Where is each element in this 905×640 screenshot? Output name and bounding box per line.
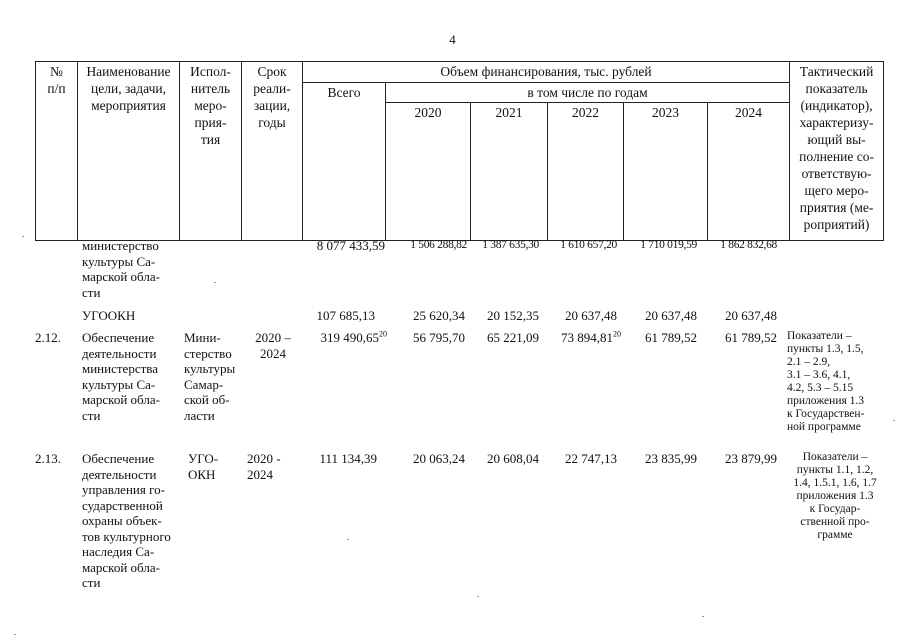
row-total: 107 685,13 bbox=[316, 308, 375, 323]
row-year-2020: 1 506 288,82 bbox=[410, 239, 467, 251]
footnote-mark: 20 bbox=[613, 329, 621, 339]
header-name: Наименование цели, задачи, мероприятия bbox=[78, 62, 180, 241]
row-period: 2020 – 2024 bbox=[255, 330, 291, 361]
header-year: 2024 bbox=[708, 103, 790, 241]
header-executor: Испол- нитель меро- прия- тия bbox=[180, 62, 242, 241]
row-year-2022: 73 894,81$^{20}$ bbox=[561, 329, 621, 345]
scan-speck bbox=[477, 596, 479, 597]
scan-speck bbox=[22, 236, 24, 237]
row-year-2024: 23 879,99 bbox=[725, 451, 777, 466]
row-year-2024: 20 637,48 bbox=[725, 308, 777, 323]
page-number: 4 bbox=[449, 32, 456, 47]
row-year-2023: 1 710 019,59 bbox=[640, 239, 697, 251]
row-year-2020: 56 795,70 bbox=[413, 330, 465, 345]
row-num: 2.12. bbox=[35, 330, 61, 345]
row-name: министерство культуры Са- марской обла- сти bbox=[82, 238, 160, 300]
table-row bbox=[35, 238, 883, 308]
header-total: Всего bbox=[303, 83, 386, 241]
header-period: Срок реали- зации, годы bbox=[242, 62, 303, 241]
header-year: 2023 bbox=[624, 103, 708, 241]
header-funding: Объем финансирования, тыс. рублей bbox=[303, 62, 790, 83]
header-by-years: в том числе по годам bbox=[386, 83, 790, 103]
row-year-2022: 1 610 657,20 bbox=[560, 239, 617, 251]
table-header bbox=[35, 61, 884, 241]
header-year: 2020 bbox=[386, 103, 471, 241]
row-year-2022: 22 747,13 bbox=[565, 451, 617, 466]
header-year: 2022 bbox=[548, 103, 624, 241]
row-executor: УГО- ОКН bbox=[188, 451, 219, 482]
row-year-2020: 20 063,24 bbox=[413, 451, 465, 466]
row-year-2021: 65 221,09 bbox=[487, 330, 539, 345]
row-total: 111 134,39 bbox=[319, 451, 377, 466]
header-year: 2021 bbox=[471, 103, 548, 241]
row-total: 319 490,65$^{20}$ bbox=[320, 329, 387, 345]
scan-speck bbox=[702, 616, 704, 617]
row-indicator: Показатели – пункты 1.3, 1.5, 2.1 – 2.9, 3.1 – 3.6, 4.1, 4.2, 5.3 – 5.15 приложения 1.3 к Государствен- ной программе bbox=[787, 330, 865, 433]
table-row bbox=[35, 330, 883, 452]
row-year-2023: 20 637,48 bbox=[645, 308, 697, 323]
row-year-2023: 23 835,99 bbox=[645, 451, 697, 466]
row-num: 2.13. bbox=[35, 451, 61, 466]
row-year-2023: 61 789,52 bbox=[645, 330, 697, 345]
footnote-mark: 20 bbox=[379, 329, 387, 339]
row-year-2021: 1 387 635,30 bbox=[482, 239, 539, 251]
row-year-2020: 25 620,34 bbox=[413, 308, 465, 323]
scan-speck bbox=[214, 282, 216, 283]
row-total: 8 077 433,59 bbox=[316, 238, 385, 253]
row-year-2024: 1 862 832,68 bbox=[720, 239, 777, 251]
scan-speck bbox=[347, 539, 349, 540]
scan-speck bbox=[14, 634, 16, 635]
header-num: № п/п bbox=[36, 62, 78, 241]
row-period: 2020 - 2024 bbox=[247, 451, 281, 482]
row-name: Обеспечение деятельности министерства культуры Са- марской обла- сти bbox=[82, 330, 160, 423]
row-name: УГООКН bbox=[82, 308, 136, 323]
row-year-2024: 61 789,52 bbox=[725, 330, 777, 345]
row-year-2021: 20 608,04 bbox=[487, 451, 539, 466]
row-name: Обеспечение деятельности управления го- сударственной охраны объек- тов культурного наследия Са- марской обла- сти bbox=[82, 451, 171, 590]
header-indicator: Тактический показатель (индикатор), характеризу- ющий вы- полнение со- ответствую- щего меро- приятия (ме- роприятий) bbox=[790, 62, 884, 241]
row-year-2021: 20 152,35 bbox=[487, 308, 539, 323]
row-executor: Мини- стерство культуры Самар- ской об- ласти bbox=[184, 330, 236, 423]
scan-speck bbox=[893, 420, 895, 421]
row-indicator: Показатели – пункты 1.1, 1.2, 1.4, 1.5.1, 1.6, 1.7 приложения 1.3 к Государ- ственной про- грамме bbox=[793, 451, 877, 541]
table-row bbox=[35, 308, 883, 330]
table-row bbox=[35, 451, 883, 601]
row-year-2022: 20 637,48 bbox=[565, 308, 617, 323]
